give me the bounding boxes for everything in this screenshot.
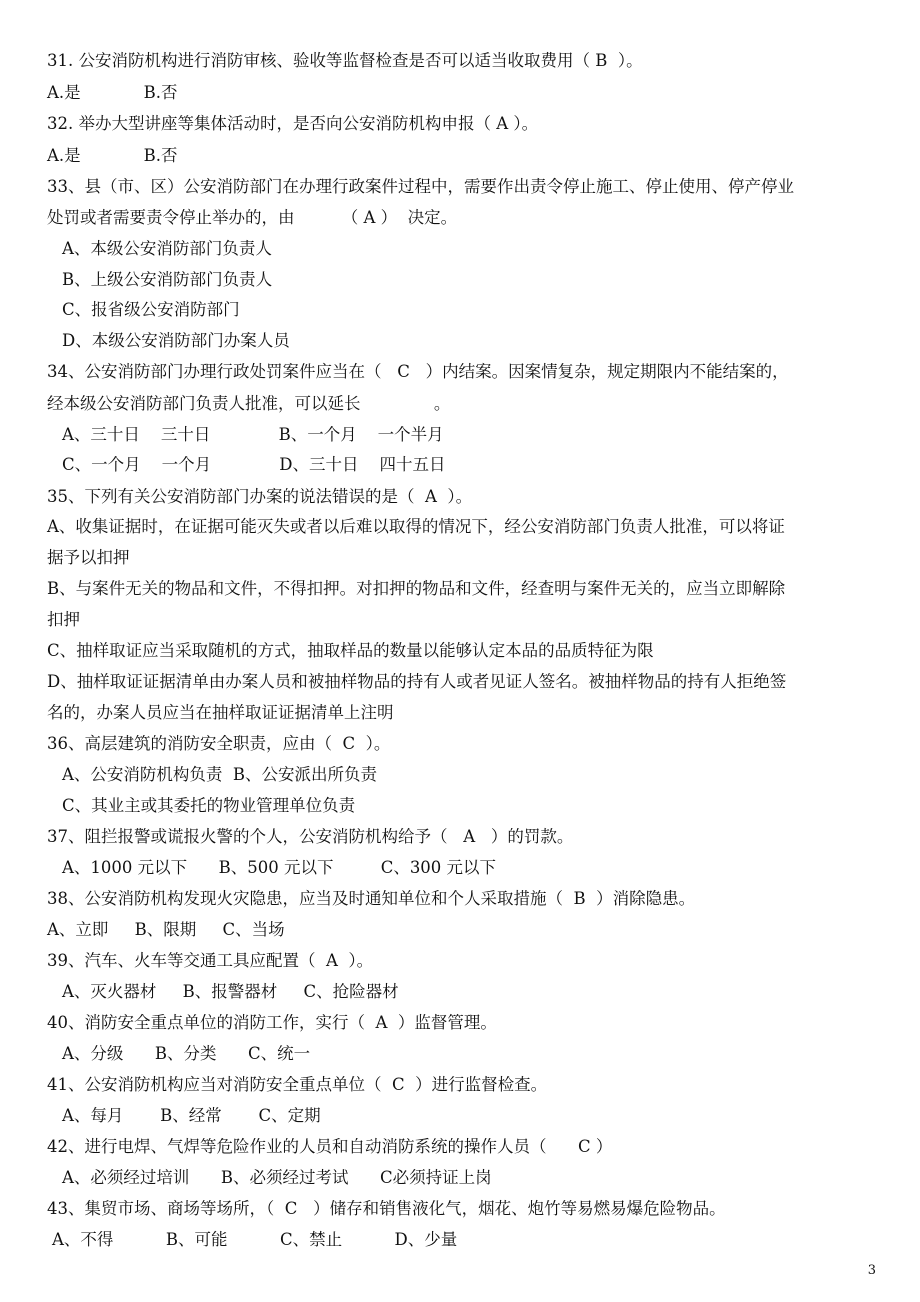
option-35-a-cont: 据予以扣押 bbox=[47, 548, 130, 567]
question-43: 43、集贸市场、商场等场所，（ C ）储存和销售液化气，烟花、炮竹等易燃易爆危险物品。 bbox=[47, 1199, 726, 1218]
option-33-d: D、本级公安消防部门办案人员 bbox=[62, 331, 290, 350]
option-35-a: A、收集证据时，在证据可能灭失或者以后难以取得的情况下，经公安消防部门负责人批准，可以将证 bbox=[47, 517, 785, 536]
options-42: A、必须经过培训 B、必须经过考试 C必须持证上岗 bbox=[62, 1168, 492, 1187]
question-34-cont: 经本级公安消防部门负责人批准，可以延长 。 bbox=[47, 394, 451, 413]
options-39: A、灭火器材 B、报警器材 C、抢险器材 bbox=[62, 982, 399, 1001]
question-37: 37、阻拦报警或谎报火警的个人，公安消防机构给予（ A ）的罚款。 bbox=[47, 827, 574, 846]
option-33-a: A、本级公安消防部门负责人 bbox=[62, 239, 272, 258]
options-34-ab: A、三十日 三十日 B、一个月 一个半月 bbox=[62, 425, 444, 444]
options-32: A.是 B.否 bbox=[47, 146, 178, 165]
question-39: 39、汽车、火车等交通工具应配置（ A ）。 bbox=[47, 951, 374, 970]
question-35: 35、下列有关公安消防部门办案的说法错误的是（ A ）。 bbox=[47, 487, 473, 506]
question-41: 41、公安消防机构应当对消防安全重点单位（ C ）进行监督检查。 bbox=[47, 1075, 548, 1094]
question-34: 34、公安消防部门办理行政处罚案件应当在（ C ）内结案。因案情复杂，规定期限内不能结案的， bbox=[47, 362, 789, 381]
question-32: 32. 举办大型讲座等集体活动时，是否向公安消防机构申报（ A ）。 bbox=[47, 114, 539, 133]
option-35-b: B、与案件无关的物品和文件，不得扣押。对扣押的物品和文件，经查明与案件无关的，应当立即解除 bbox=[47, 579, 786, 598]
option-33-c: C、报省级公安消防部门 bbox=[62, 300, 240, 319]
option-35-d-cont: 名的，办案人员应当在抽样取证证据清单上注明 bbox=[47, 703, 394, 722]
options-37: A、1000 元以下 B、500 元以下 C、300 元以下 bbox=[62, 858, 497, 877]
option-36-c: C、其业主或其委托的物业管理单位负责 bbox=[62, 796, 356, 815]
options-41: A、每月 B、经常 C、定期 bbox=[62, 1106, 321, 1125]
options-40: A、分级 B、分类 C、统一 bbox=[62, 1044, 311, 1063]
option-35-b-cont: 扣押 bbox=[47, 610, 80, 629]
option-35-c: C、抽样取证应当采取随机的方式，抽取样品的数量以能够认定本品的品质特征为限 bbox=[47, 641, 654, 660]
question-42: 42、进行电焊、气焊等危险作业的人员和自动消防系统的操作人员（ C ） bbox=[47, 1137, 613, 1156]
options-38: A、立即 B、限期 C、当场 bbox=[47, 920, 285, 939]
question-33: 33、县（市、区）公安消防部门在办理行政案件过程中，需要作出责令停止施工、停止使用、停产停业 bbox=[47, 177, 794, 196]
question-31: 31. 公安消防机构进行消防审核、验收等监督检查是否可以适当收取费用（ B ）。 bbox=[47, 51, 643, 70]
page-number: 3 bbox=[867, 1263, 876, 1278]
options-36-ab: A、公安消防机构负责 B、公安派出所负责 bbox=[62, 765, 378, 784]
options-31: A.是 B.否 bbox=[47, 83, 178, 102]
option-35-d: D、抽样取证证据清单由办案人员和被抽样物品的持有人或者见证人签名。被抽样物品的持有人拒绝签 bbox=[47, 672, 787, 691]
options-34-cd: C、一个月 一个月 D、三十日 四十五日 bbox=[62, 455, 446, 474]
question-36: 36、高层建筑的消防安全职责，应由（ C ）。 bbox=[47, 734, 391, 753]
question-38: 38、公安消防机构发现火灾隐患，应当及时通知单位和个人采取措施（ B ）消除隐患。 bbox=[47, 889, 696, 908]
option-33-b: B、上级公安消防部门负责人 bbox=[62, 270, 273, 289]
question-33-cont: 处罚或者需要责令停止举办的，由 （ A ） 决定。 bbox=[47, 208, 458, 227]
options-43: A、不得 B、可能 C、禁止 D、少量 bbox=[52, 1230, 458, 1249]
question-40: 40、消防安全重点单位的消防工作，实行（ A ）监督管理。 bbox=[47, 1013, 497, 1032]
